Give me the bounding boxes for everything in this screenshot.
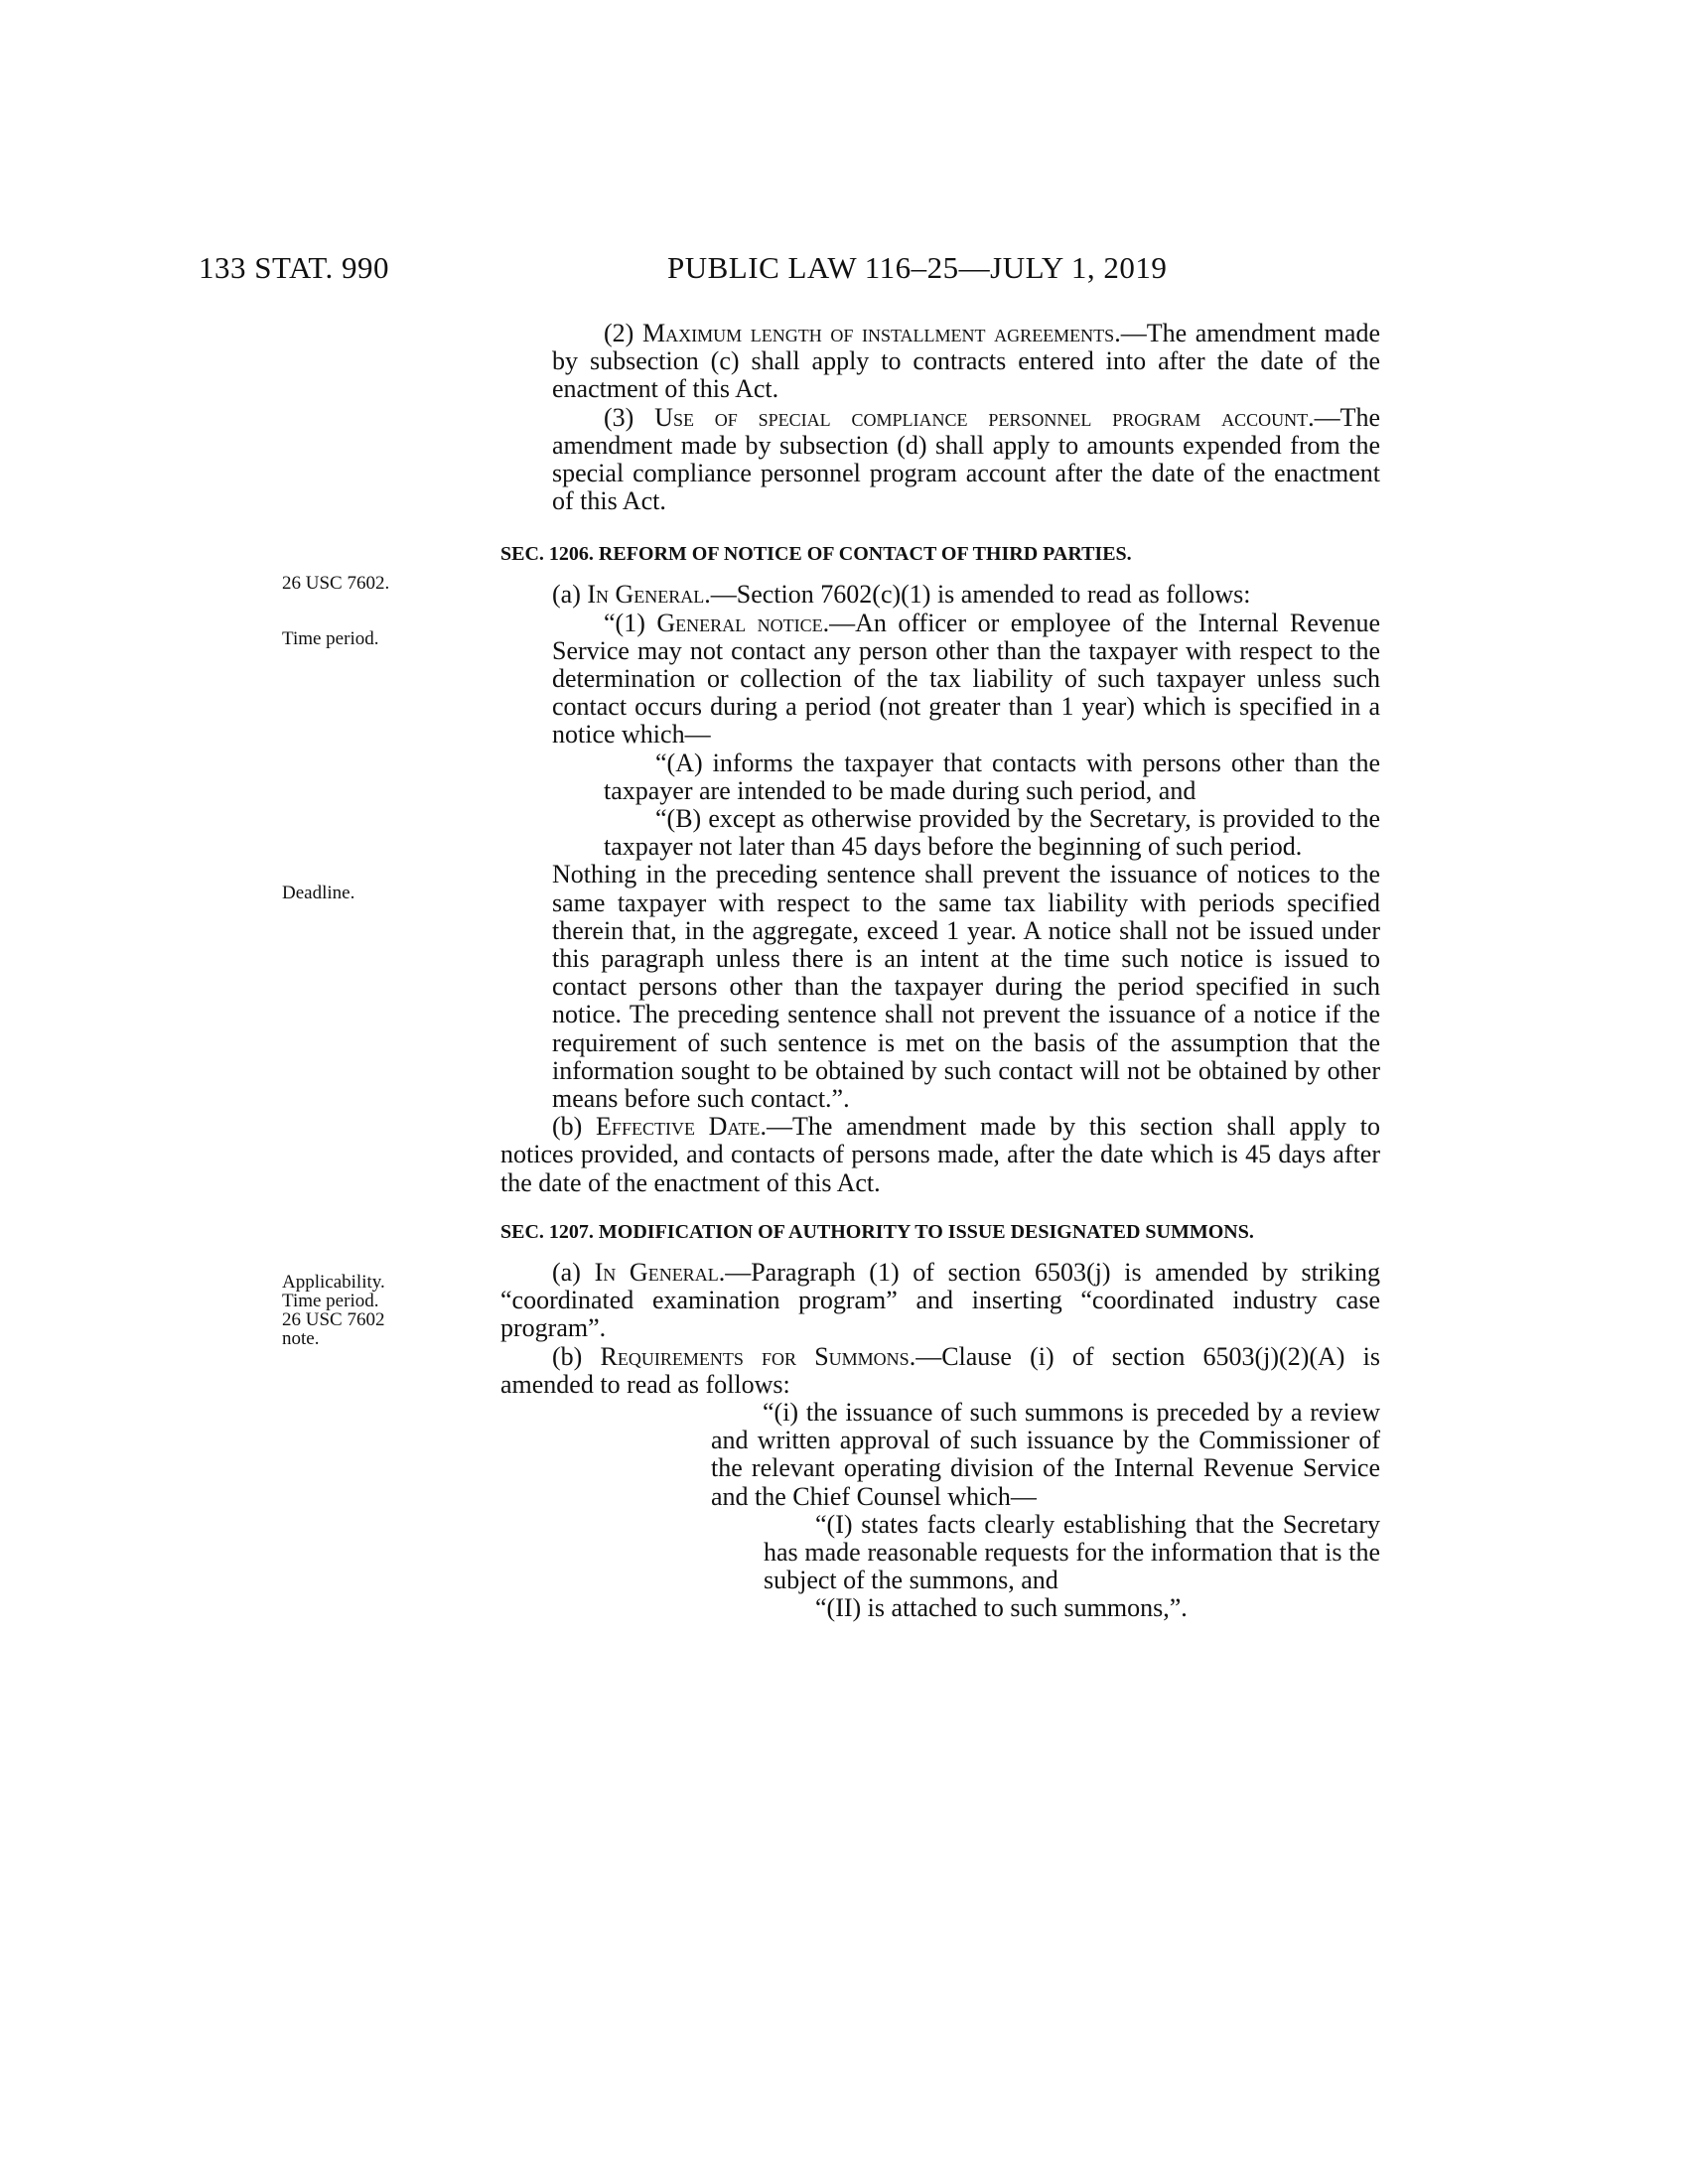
subsection-text: .—Section 7602(c)(1) is amended to read as follows: bbox=[704, 580, 1251, 610]
subsection-number: (b) bbox=[552, 1341, 601, 1371]
section-1206-subsection-b bbox=[500, 1113, 1380, 1197]
paragraph-heading: Use of special compliance personnel program account bbox=[654, 402, 1309, 432]
subclause-I: “(I) states facts clearly establishing that the Secretary has made reasonable requests for the information that is the subject of the summons, and bbox=[764, 1509, 1380, 1595]
margin-note-applicability-line: Applicability. bbox=[282, 1272, 385, 1293]
subsection-heading: In General bbox=[587, 580, 705, 610]
paragraph-text: .—The amendment made by subsection (d) shall apply to amounts expended from the special compliance personnel program account after the date of the enactment of this Act. bbox=[552, 402, 1380, 516]
section-1207-subsection-a bbox=[500, 1259, 1380, 1343]
stat-page-reference: 133 STAT. 990 bbox=[199, 250, 390, 285]
clause-i: “(i) the issuance of such summons is preceded by a review and written approval of such issuance by the Commissioner of the relevant operating division of the Internal Revenue Service and the Chief Counsel which— bbox=[711, 1397, 1380, 1511]
subsection-heading: In General bbox=[594, 1257, 719, 1287]
section-1207-subsection-b bbox=[500, 1343, 1380, 1399]
margin-note-applicability-line: Time period. bbox=[282, 1291, 379, 1311]
subsection-heading: Effective Date bbox=[596, 1112, 761, 1142]
public-law-title: PUBLIC LAW 116–25—JULY 1, 2019 bbox=[667, 250, 1168, 285]
paragraph-3-compliance-personnel bbox=[500, 404, 1380, 516]
paragraph-heading: Maximum length of installment agreements bbox=[641, 319, 1115, 347]
subclause-II: “(II) is attached to such summons,”. bbox=[815, 1593, 1188, 1623]
section-1207-heading: SEC. 1207. MODIFICATION OF AUTHORITY TO ISSUE DESIGNATED SUMMONS. bbox=[500, 1220, 1254, 1243]
margin-note-usc-7602: 26 USC 7602. bbox=[282, 573, 390, 594]
margin-note-applicability bbox=[282, 1273, 385, 1348]
margin-note-deadline: Deadline. bbox=[282, 883, 355, 903]
general-notice-paragraph bbox=[500, 610, 1380, 750]
margin-note-applicability-line: note. bbox=[282, 1328, 320, 1349]
paragraph-2-installment-agreements bbox=[500, 320, 1380, 404]
paragraph-number: “(1) bbox=[604, 608, 657, 637]
section-1206-subsection-a bbox=[500, 581, 1380, 609]
subsection-number: (a) bbox=[552, 1257, 595, 1287]
paragraph-text: .—An officer or employee of the Internal Revenue Service may not contact any person other than the taxpayer with respect to the determination or collection of the tax liability of such taxpayer unless such contact occurs during a period (not greater than 1 year) which is specified in a notice which— bbox=[552, 608, 1380, 750]
subsection-number: (a) bbox=[552, 580, 588, 610]
nothing-in-preceding-sentence-paragraph: Nothing in the preceding sentence shall prevent the issuance of notices to the same taxpayer with respect to the same tax liability with periods specified therein that, in the aggregate, exceed 1 year. A notice shall not be issued under this paragraph unless there is an intent at the time such notice is issued to contact persons other than the taxpayer during the period specified in such notice. The preceding sentence shall not prevent the issuance of a notice if the requirement of such sentence is met on the basis of the assumption that the information sought to be obtained by such contact will not be obtained by other means before such contact.”. bbox=[552, 860, 1380, 1114]
subsection-text: .—Paragraph (1) of section 6503(j) is amended by striking “coordinated examination program” and inserting “coordinated industry case program”. bbox=[500, 1257, 1380, 1343]
paragraph-number: (3) bbox=[604, 402, 655, 432]
section-1206-heading: SEC. 1206. REFORM OF NOTICE OF CONTACT OF THIRD PARTIES. bbox=[500, 543, 1132, 566]
subsection-number: (b) bbox=[552, 1112, 597, 1142]
subsection-text: .—Clause (i) of section 6503(j)(2)(A) is amended to read as follows: bbox=[500, 1341, 1380, 1399]
margin-note-time-period: Time period. bbox=[282, 628, 379, 649]
paragraph-number: (2) bbox=[604, 319, 642, 347]
paragraph-heading: General notice bbox=[656, 608, 823, 637]
subsection-text: .—The amendment made by this section shall apply to notices provided, and contacts of persons made, after the date which is 45 days after the date of the enactment of this Act. bbox=[500, 1112, 1380, 1197]
clause-a: “(A) informs the taxpayer that contacts with persons other than the taxpayer are intended to be made during such period, and bbox=[604, 748, 1380, 805]
paragraph-text: .—The amendment made by subsection (c) shall apply to contracts entered into after the date of the enactment of this Act. bbox=[552, 319, 1380, 404]
main-text-column bbox=[500, 320, 1380, 1623]
subsection-heading: Requirements for Summons bbox=[600, 1341, 910, 1371]
clause-b: “(B) except as otherwise provided by the Secretary, is provided to the taxpayer not later than 45 days before the beginning of such period. bbox=[604, 804, 1380, 862]
margin-note-applicability-line: 26 USC 7602 bbox=[282, 1309, 385, 1330]
